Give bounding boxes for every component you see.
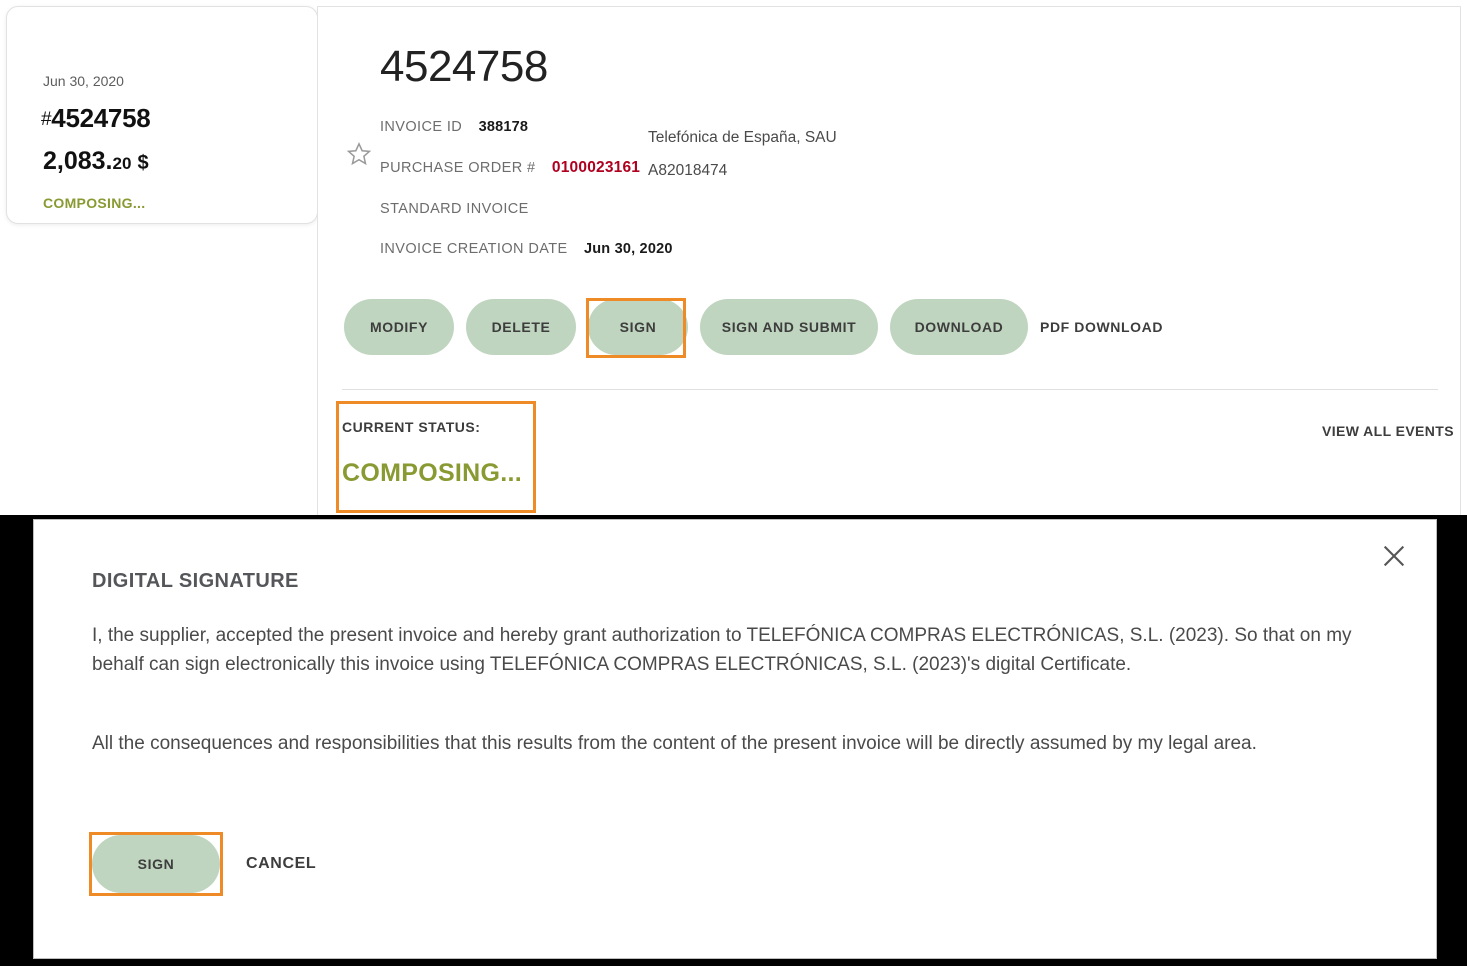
purchase-order-label: PURCHASE ORDER # [380, 160, 536, 176]
download-button[interactable]: DOWNLOAD [890, 299, 1028, 355]
pdf-download-link[interactable]: PDF DOWNLOAD [1040, 319, 1164, 335]
summary-number-value: 4524758 [51, 103, 151, 133]
delete-button[interactable]: DELETE [466, 299, 576, 355]
modal-sign-button[interactable]: SIGN [92, 835, 220, 893]
amount-integer: 2,083. [43, 147, 113, 175]
page-title: 4524758 [380, 42, 548, 91]
modal-paragraph-1: I, the supplier, accepted the present invoice and hereby grant authorization to TELEFÓNICA COMPRAS ELECTRÓNICAS, S.L. (2023). So that on my behalf can sign electronically this invoice using TELEFÓNICA COMPRAS ELECTRÓNICAS, S.L. (2023)'s digital Certificate. [92, 625, 1352, 675]
current-status-label: CURRENT STATUS: [342, 419, 481, 435]
modal-action-bar [92, 835, 316, 893]
supplier-name: Telefónica de España, SAU [648, 129, 837, 146]
favorite-star-icon[interactable] [346, 141, 372, 167]
sign-and-submit-button[interactable]: SIGN AND SUBMIT [700, 299, 878, 355]
modal-title: DIGITAL SIGNATURE [92, 570, 299, 592]
close-icon[interactable] [1380, 542, 1408, 570]
amount-cents: 20 [112, 154, 132, 173]
invoice-id-label: INVOICE ID [380, 119, 463, 135]
invoice-id-value: 388178 [478, 119, 529, 135]
invoice-creation-date-label: INVOICE CREATION DATE [380, 241, 568, 257]
invoice-detail-panel [317, 6, 1461, 566]
digital-signature-modal [33, 519, 1437, 959]
view-all-events-link[interactable]: VIEW ALL EVENTS [1321, 423, 1454, 439]
summary-amount [43, 147, 149, 176]
purchase-order-value[interactable]: 0100023161 [551, 159, 641, 176]
modal-paragraph-2: All the consequences and responsibilities that this results from the content of the present invoice will be directly assumed by my legal area. [92, 733, 1257, 754]
current-status-highlight [336, 401, 536, 513]
amount-currency: $ [137, 152, 149, 174]
invoice-creation-date-value: Jun 30, 2020 [583, 241, 673, 257]
modify-button[interactable]: MODIFY [344, 299, 454, 355]
summary-invoice-number [41, 103, 150, 134]
invoice-action-bar [344, 299, 1163, 355]
current-status-value: COMPOSING... [342, 459, 523, 487]
sign-button[interactable]: SIGN [588, 299, 688, 355]
hash-symbol: # [41, 109, 52, 130]
invoice-type: STANDARD INVOICE [380, 201, 529, 217]
invoice-id-row [380, 119, 528, 135]
section-divider [342, 389, 1438, 390]
modal-cancel-button[interactable]: CANCEL [246, 855, 317, 872]
purchase-order-row [380, 159, 640, 177]
summary-status-badge: COMPOSING... [43, 195, 146, 211]
summary-date: Jun 30, 2020 [43, 73, 124, 89]
supplier-vat-number: A82018474 [648, 162, 728, 179]
invoice-creation-date-row [380, 241, 673, 257]
invoice-summary-card[interactable] [6, 6, 318, 224]
